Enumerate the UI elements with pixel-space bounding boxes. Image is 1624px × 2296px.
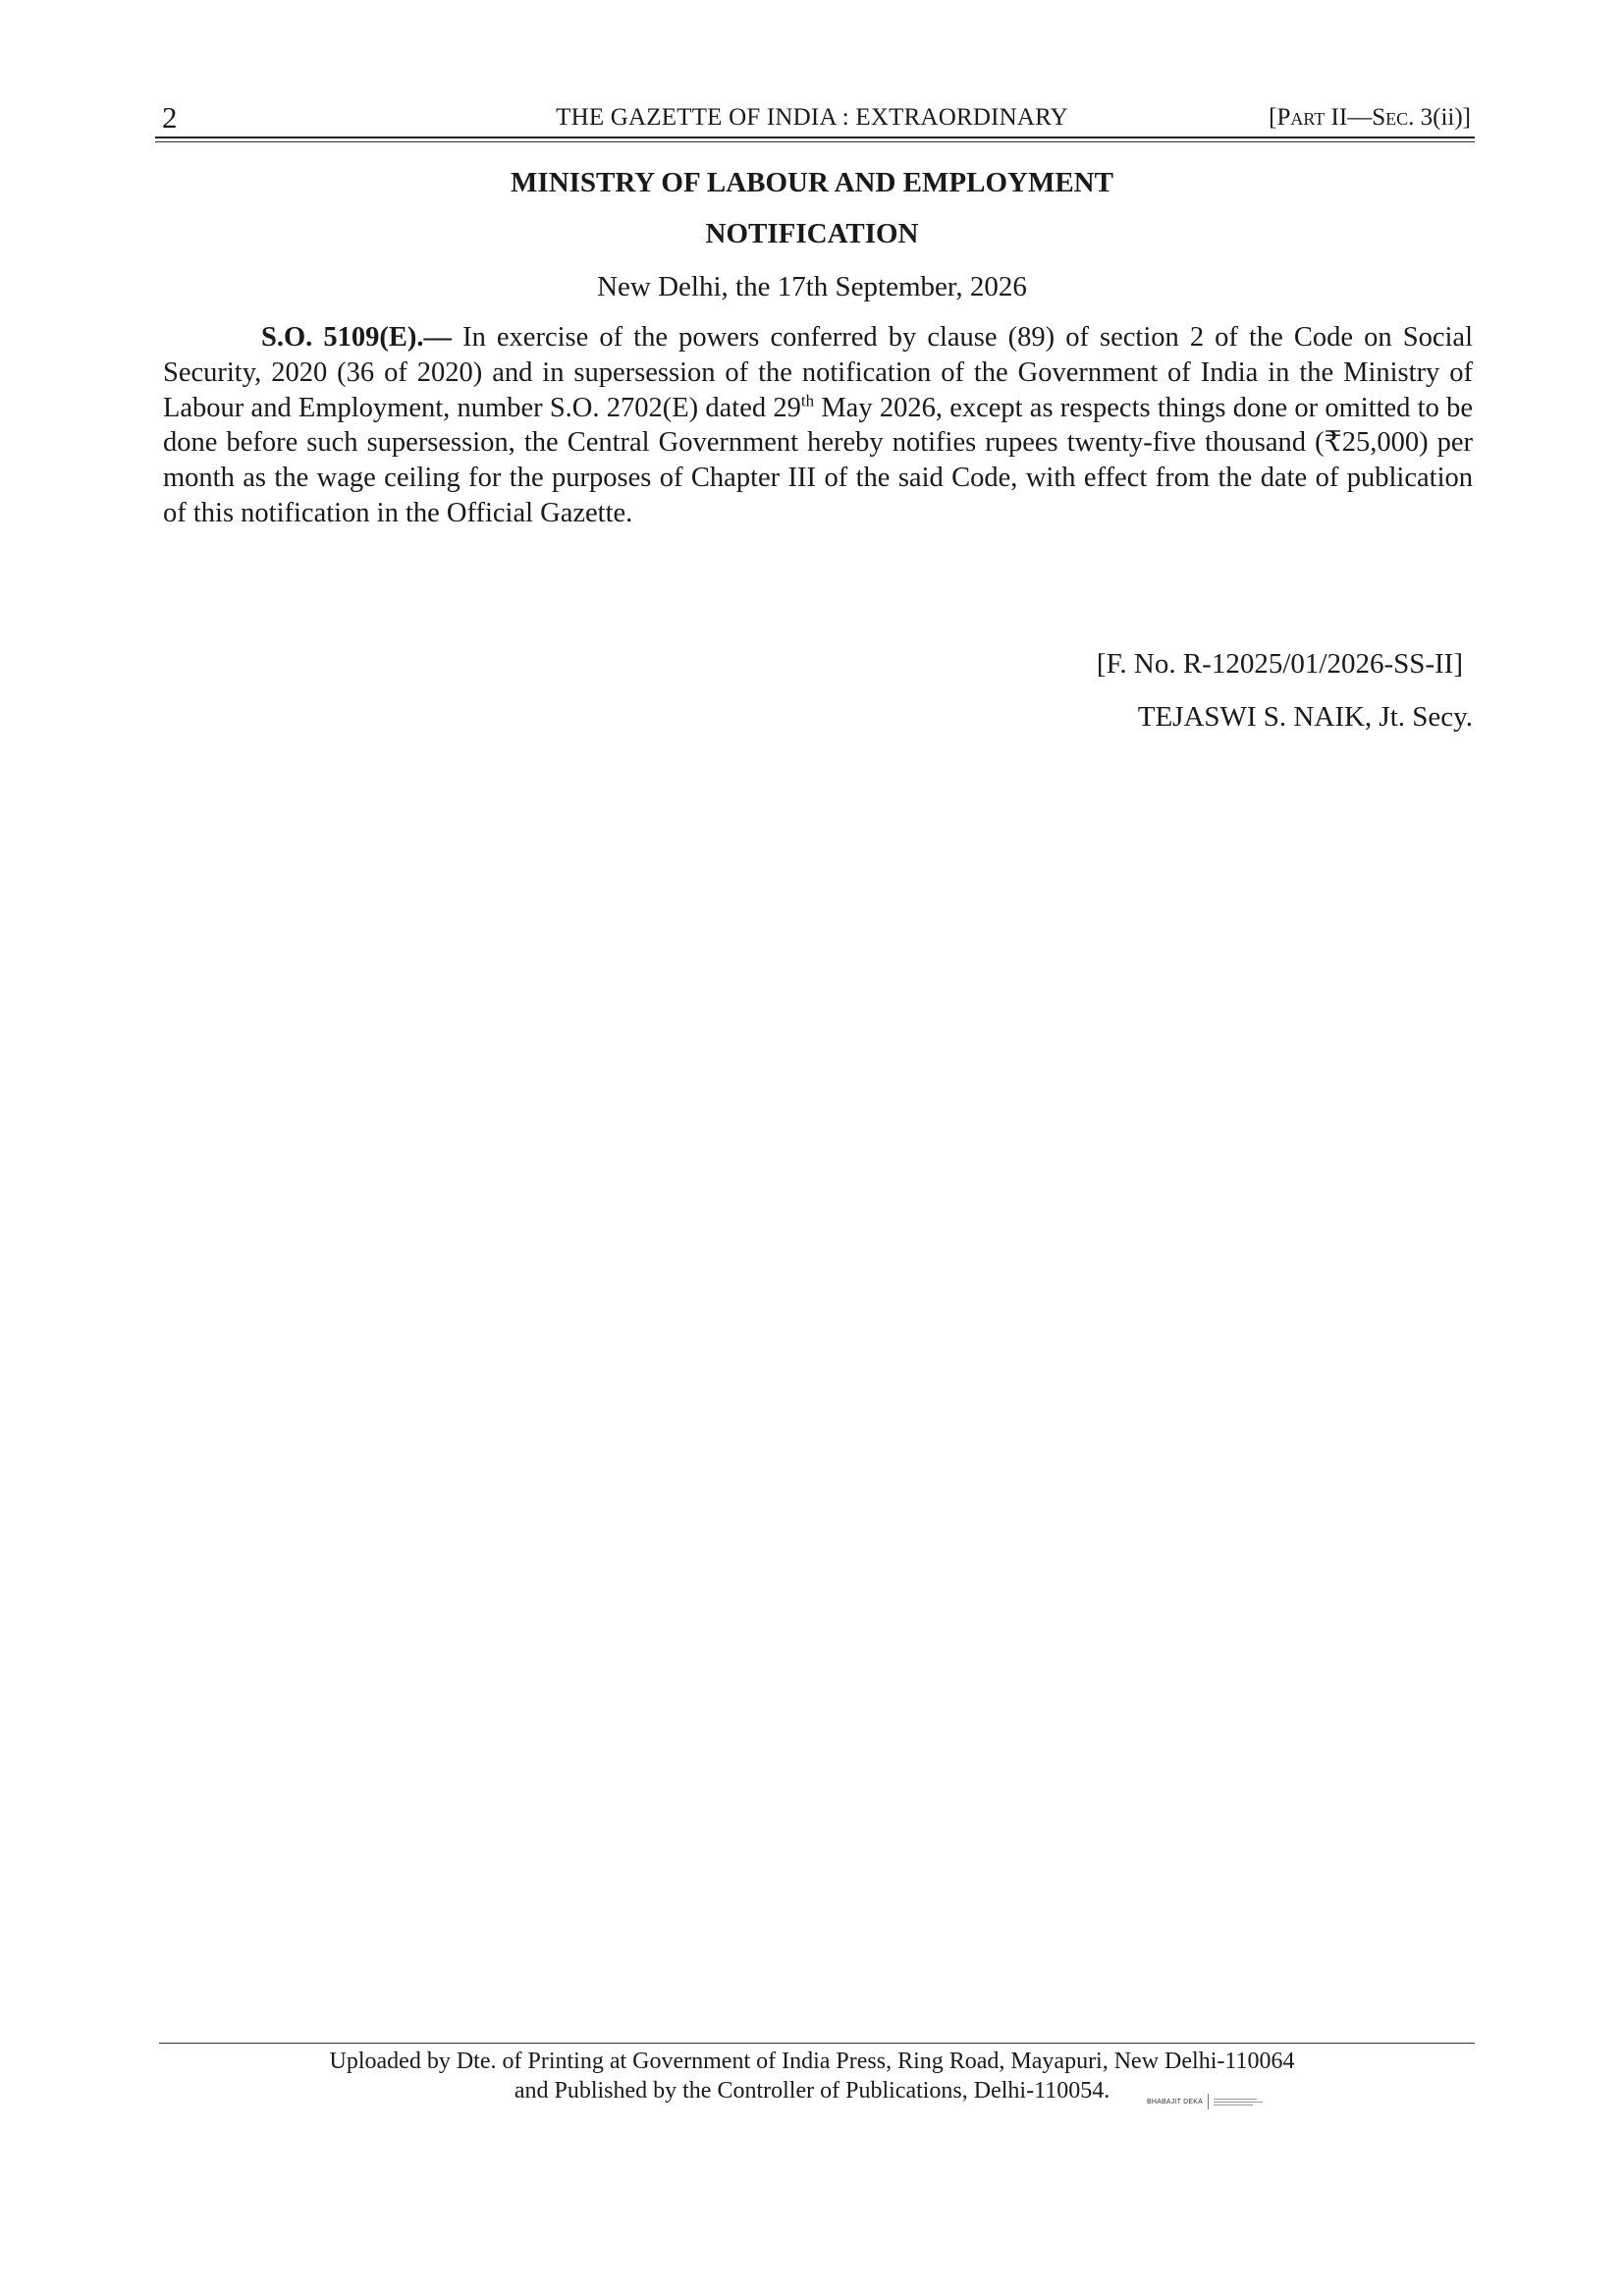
body-text-part2: May 2026, except as respects things done or omitted to be done before such supersession, the Central Government hereby notifies rupees twenty-five thousand (₹25,000) per month as the wage ceiling for the purposes of Chapter III of the said Code, with effect from the date of publication of this notification in the Official Gazette.	[163, 392, 1473, 528]
footer-line-1: Uploaded by Dte. of Printing at Government of India Press, Ring Road, Mayapuri, New Delhi-110064	[329, 2049, 1295, 2074]
signature-divider	[1208, 2094, 1209, 2109]
digital-signature-stamp	[1147, 2094, 1263, 2109]
signature-signer-name: BHABAJIT DEKA	[1147, 2098, 1203, 2105]
place-date: New Delhi, the 17th September, 2026	[597, 271, 1027, 302]
so-number: S.O. 5109(E).—	[261, 322, 452, 353]
gazette-title: THE GAZETTE OF INDIA : EXTRAORDINARY	[556, 104, 1068, 131]
part-section-label: [Part II—Sec. 3(ii)]	[1269, 104, 1471, 131]
signature-details-icon	[1214, 2099, 1263, 2105]
footer-rule	[159, 2043, 1475, 2044]
header-rule	[155, 137, 1475, 138]
notification-heading: NOTIFICATION	[705, 218, 919, 249]
signatory: TEJASWI S. NAIK, Jt. Secy.	[1137, 701, 1473, 733]
body-text-part1: In exercise of the powers conferred by clause (89) of section 2 of the Code on Social Security, 2020 (36 of 2020) and in supersession of the notification of the Government of India in the Ministry of Labour and Employment, number S.O. 2702(E) dated 29	[163, 322, 1473, 423]
file-number: [F. No. R-12025/01/2026-SS-II]	[1096, 648, 1463, 680]
ministry-title: MINISTRY OF LABOUR AND EMPLOYMENT	[511, 167, 1113, 198]
page-number: 2	[162, 100, 178, 135]
notification-body	[163, 320, 1473, 531]
header-rule-thin	[155, 141, 1475, 142]
footer-line-2: and Published by the Controller of Publications, Delhi-110054.	[514, 2078, 1110, 2104]
date-superscript: th	[800, 391, 815, 410]
